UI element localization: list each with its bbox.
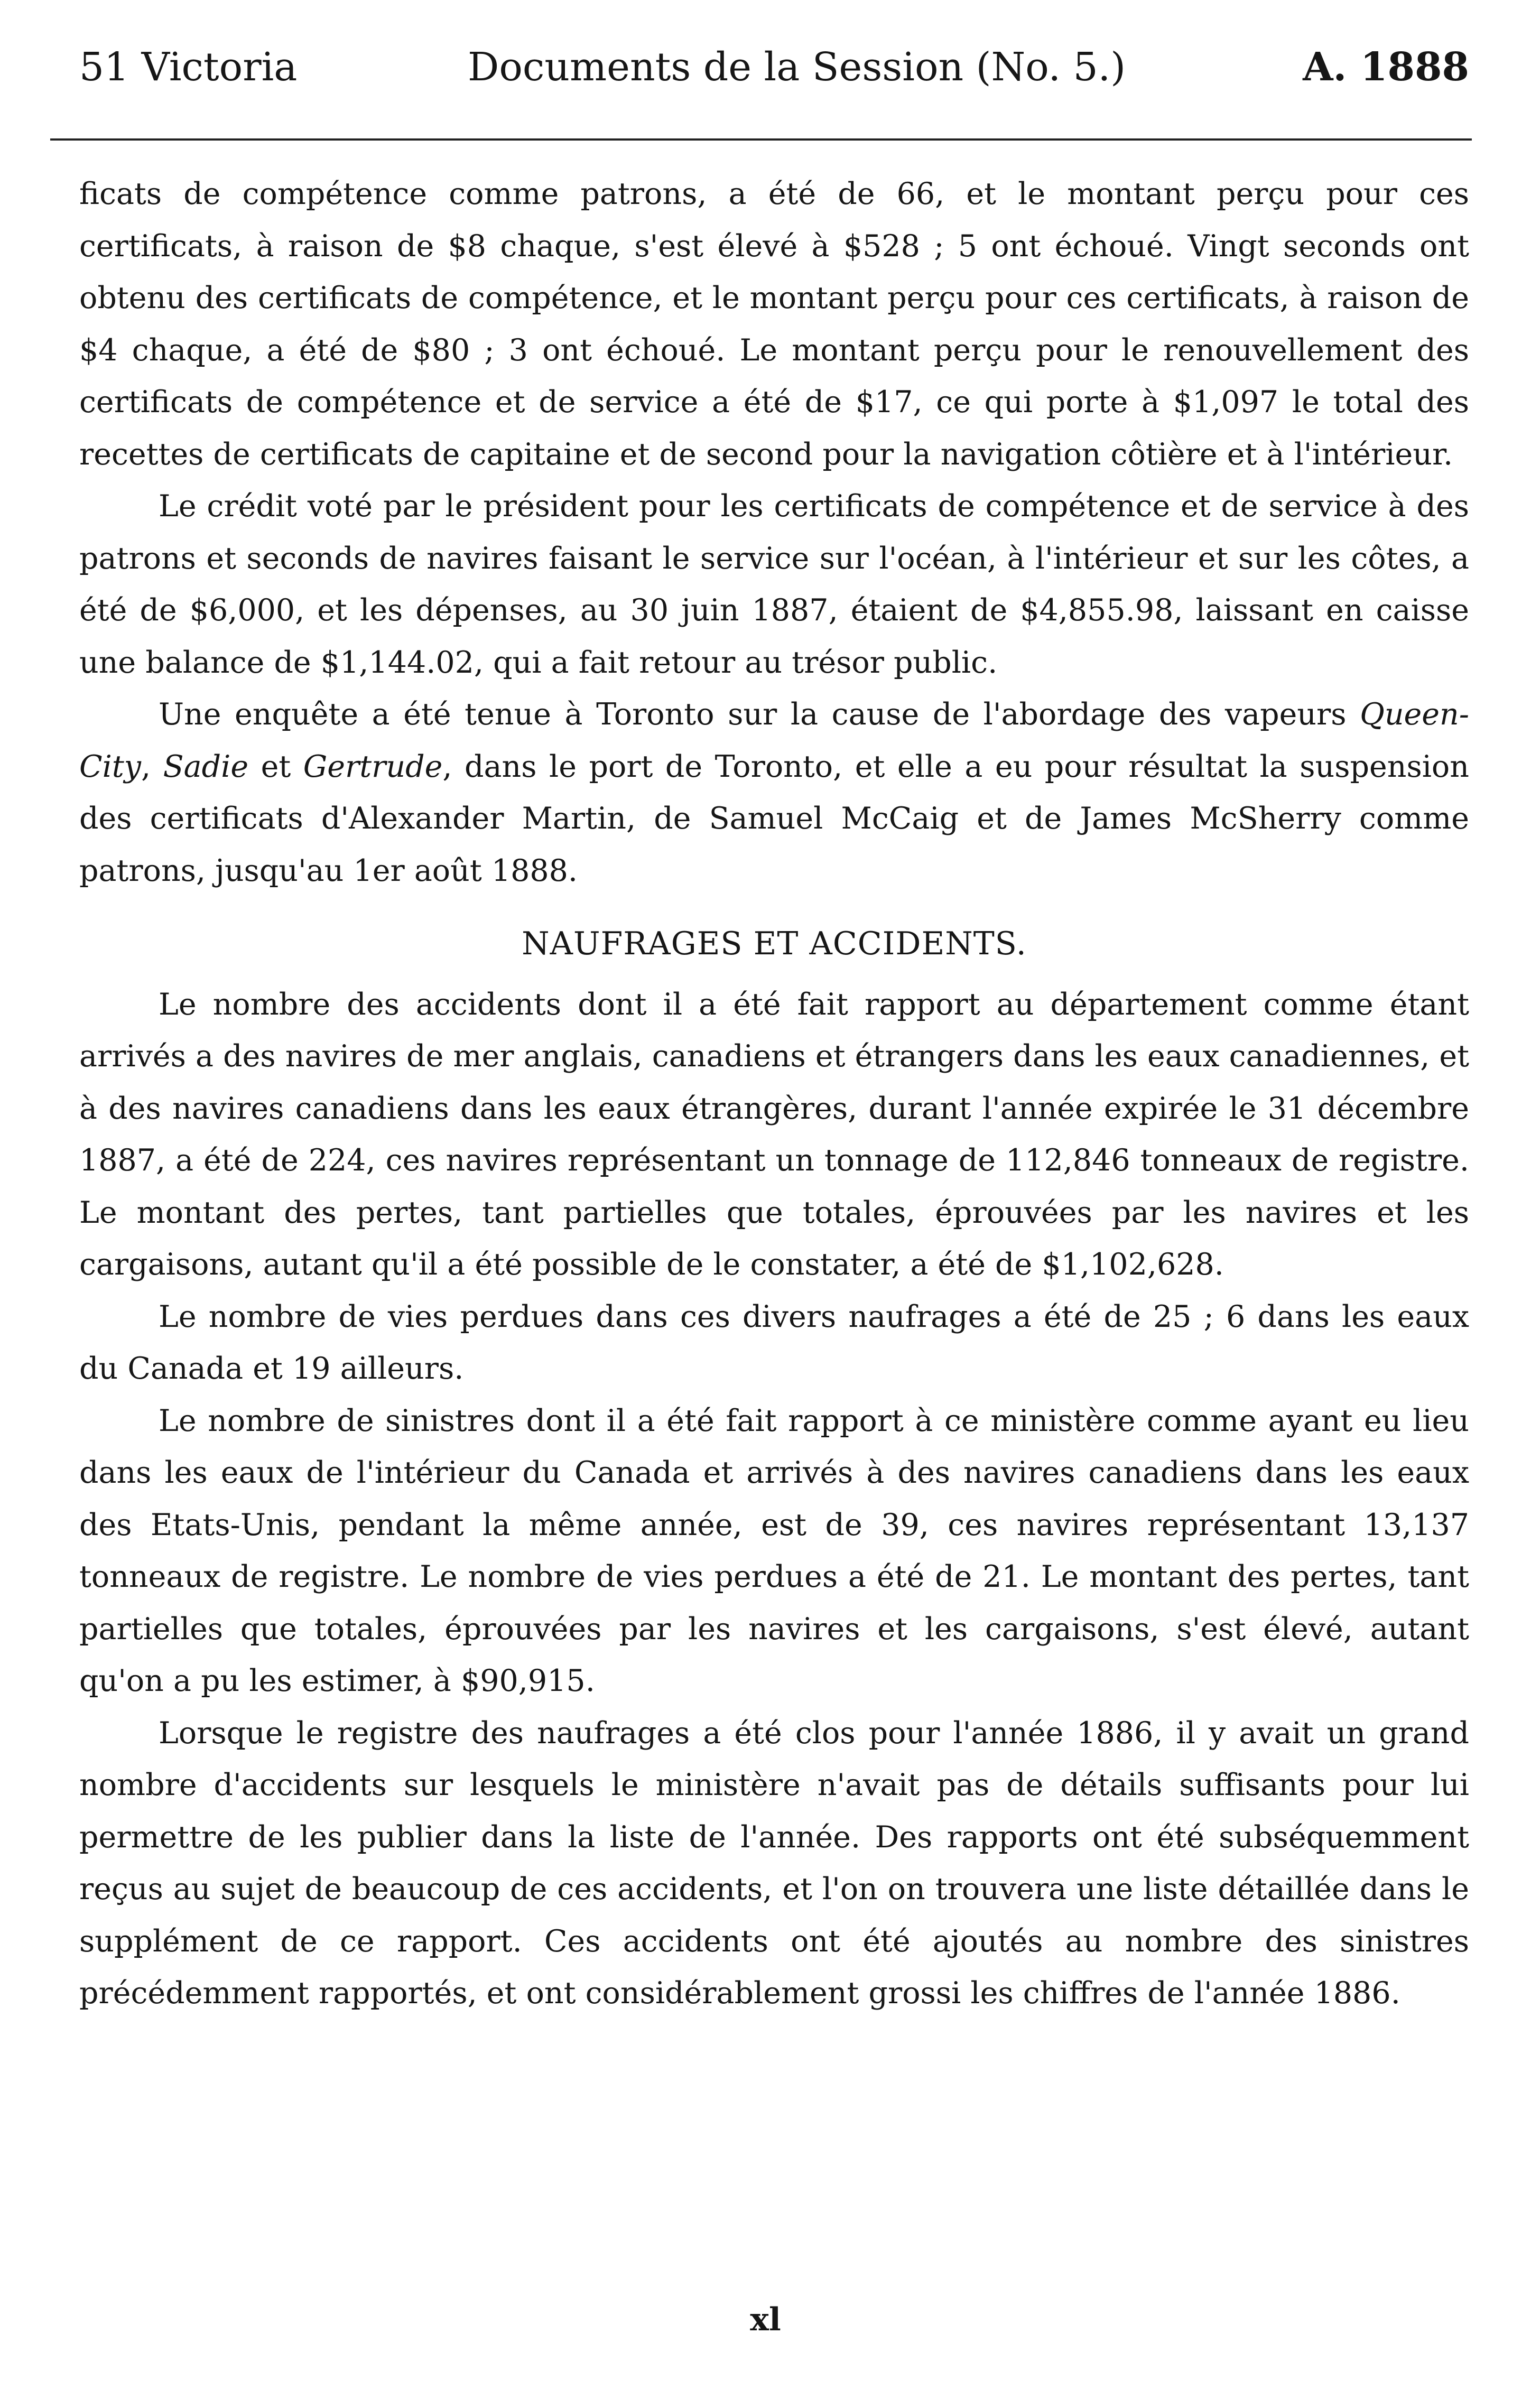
paragraph-vies-perdues: Le nombre de vies perdues dans ces divers naufrages a été de 25 ; 6 dans les eaux du Canada et 19 ailleurs. (79, 1299, 1469, 1386)
paragraph-nombre-accidents: Le nombre des accidents dont il a été fait rapport au département comme étant arrivés a des navires de mer anglais, canadiens et étrangers dans les eaux canadiennes, et à des navires canadiens dans les eaux étrangères, durant l'année expirée le 31 décembre 1887, a été de 224, ces navires représentant un tonnage de 112,846 tonneaux de registre. Le montant des pertes, tant partielles que totales, éprouvées par les navires et les cargaisons, autant qu'il a été possible de le constater, a été de $1,102,628. (79, 987, 1469, 1282)
ship-name-gertrude: Gertrude (303, 749, 443, 784)
enquete-text-end: , dans le port de Toronto, et elle a eu pour résultat la suspension des certificats d'Alexander Martin, de Samuel McCaig et de James McSherry comme patrons, jusqu'au 1er août 1888. (79, 749, 1469, 888)
body-text (79, 168, 1469, 2020)
paragraph-credit-vote: Le crédit voté par le président pour les certificats de compétence et de service à des patrons et seconds de navires faisant le service sur l'océan, à l'intérieur et sur les côtes, a été de $6,000, et les dépenses, au 30 juin 1887, étaient de $4,855.98, laissant en caisse une balance de $1,144.02, qui a fait retour au trésor public. (79, 489, 1469, 680)
paragraph-registre-1886: Lorsque le registre des naufrages a été clos pour l'année 1886, il y avait un grand nombre d'accidents sur lesquels le ministère n'avait pas de détails suffisants pour lui permettre de les publier dans la liste de l'année. Des rapports ont été subséquemment reçus au sujet de beaucoup de ces accidents, et l'on on trouvera une liste détaillée dans le supplément de ce rapport. Ces accidents ont été ajoutés au nombre des sinistres précédemment rapportés, et ont considérablement grossi les chiffres de l'année 1886. (79, 1715, 1469, 2011)
ship-name-queen-city: Queen-City (79, 697, 1469, 784)
paragraph-sinistres: Le nombre de sinistres dont il a été fait rapport à ce ministère comme ayant eu lieu dans les eaux de l'intérieur du Canada et arrivés à des navires canadiens dans les eaux des Etats-Unis, pendant la même année, est de 39, ces navires représentant 13,137 tonneaux de registre. Le nombre de vies perdues a été de 21. Le montant des pertes, tant partielles que totales, éprouvées par les navires et les cargaisons, s'est élevé, autant qu'on a pu les estimer, à $90,915. (79, 1403, 1469, 1698)
paragraph-certificats-continued: ficats de compétence comme patrons, a été de 66, et le montant perçu pour ces certificats, à raison de $8 chaque, s'est élevé à $528 ; 5 ont échoué. Vingt seconds ont obtenu des certificats de compétence, et le montant perçu pour ces certificats, à raison de $4 chaque, a été de $80 ; 3 ont échoué. Le montant perçu pour le renouvellement des certificats de compétence et de service a été de $17, ce qui porte à $1,097 le total des recettes de certificats de capitaine et de second pour la navigation côtière et à l'intérieur. (79, 176, 1469, 472)
header-year: A. 1888 (1303, 44, 1469, 90)
enquete-separator-1: , (141, 749, 163, 784)
section-heading: NAUFRAGES ET ACCIDENTS. (522, 925, 1027, 962)
running-header (79, 44, 1469, 103)
ship-name-sadie: Sadie (163, 749, 249, 784)
header-volume: 51 Victoria (79, 44, 298, 90)
enquete-text-start: Une enquête a été tenue à Toronto sur la cause de l'abordage des vapeurs (159, 697, 1360, 732)
paragraph-enquete (79, 689, 1469, 897)
header-title: Documents de la Session (No. 5.) (468, 44, 1126, 90)
enquete-separator-2: et (248, 749, 303, 784)
page-number: xl (750, 2301, 781, 2338)
header-rule (50, 138, 1472, 141)
